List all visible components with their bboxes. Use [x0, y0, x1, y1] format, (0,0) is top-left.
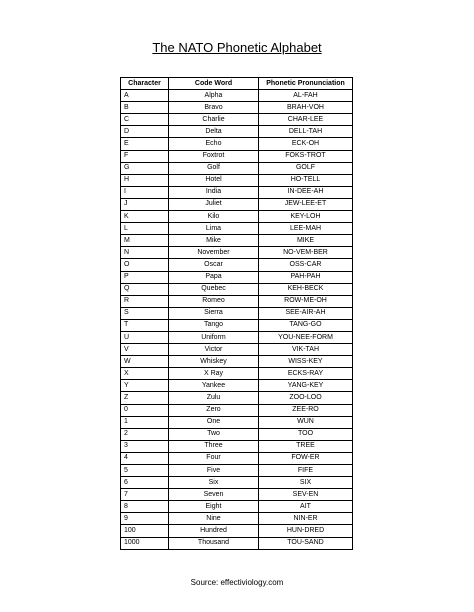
pronunciation-cell: FOKS-TROT: [259, 150, 353, 162]
code-word-cell: Delta: [169, 126, 259, 138]
table-row: [121, 344, 353, 356]
table-row: [121, 114, 353, 126]
table-header-row: [121, 78, 353, 90]
column-header-character: Character: [121, 78, 169, 90]
character-cell: B: [121, 102, 169, 114]
code-word-cell: Seven: [169, 489, 259, 501]
pronunciation-cell: ROW-ME-OH: [259, 295, 353, 307]
pronunciation-cell: SIX: [259, 477, 353, 489]
pronunciation-cell: TOU-SAND: [259, 537, 353, 549]
table-row: [121, 331, 353, 343]
pronunciation-cell: TREE: [259, 440, 353, 452]
character-cell: 0: [121, 404, 169, 416]
table-row: [121, 102, 353, 114]
pronunciation-cell: FOW-ER: [259, 452, 353, 464]
code-word-cell: Whiskey: [169, 356, 259, 368]
pronunciation-cell: WUN: [259, 416, 353, 428]
character-cell: N: [121, 247, 169, 259]
code-word-cell: Three: [169, 440, 259, 452]
character-cell: C: [121, 114, 169, 126]
code-word-cell: Echo: [169, 138, 259, 150]
character-cell: J: [121, 198, 169, 210]
character-cell: T: [121, 319, 169, 331]
code-word-cell: November: [169, 247, 259, 259]
code-word-cell: Hundred: [169, 525, 259, 537]
character-cell: X: [121, 368, 169, 380]
code-word-cell: Golf: [169, 162, 259, 174]
code-word-cell: Quebec: [169, 283, 259, 295]
character-cell: 1000: [121, 537, 169, 549]
table-row: [121, 513, 353, 525]
code-word-cell: Two: [169, 428, 259, 440]
pronunciation-cell: CHAR-LEE: [259, 114, 353, 126]
pronunciation-cell: HUN-DRED: [259, 525, 353, 537]
table-row: [121, 223, 353, 235]
table-row: [121, 537, 353, 549]
character-cell: 9: [121, 513, 169, 525]
table-row: [121, 356, 353, 368]
table-row: [121, 150, 353, 162]
code-word-cell: Hotel: [169, 174, 259, 186]
pronunciation-cell: SEV-EN: [259, 489, 353, 501]
pronunciation-cell: NIN-ER: [259, 513, 353, 525]
character-cell: D: [121, 126, 169, 138]
character-cell: E: [121, 138, 169, 150]
pronunciation-cell: NO-VEM-BER: [259, 247, 353, 259]
code-word-cell: Five: [169, 465, 259, 477]
character-cell: 8: [121, 501, 169, 513]
code-word-cell: Mike: [169, 235, 259, 247]
table-row: [121, 392, 353, 404]
table-row: [121, 525, 353, 537]
table-row: [121, 307, 353, 319]
code-word-cell: Romeo: [169, 295, 259, 307]
pronunciation-cell: ZOO-LOO: [259, 392, 353, 404]
pronunciation-cell: VIK-TAH: [259, 344, 353, 356]
table-row: [121, 489, 353, 501]
table-row: [121, 283, 353, 295]
table-row: [121, 380, 353, 392]
code-word-cell: Zulu: [169, 392, 259, 404]
pronunciation-cell: MIKE: [259, 235, 353, 247]
code-word-cell: Eight: [169, 501, 259, 513]
pronunciation-cell: FIFE: [259, 465, 353, 477]
code-word-cell: Sierra: [169, 307, 259, 319]
code-word-cell: Zero: [169, 404, 259, 416]
character-cell: R: [121, 295, 169, 307]
pronunciation-cell: PAH-PAH: [259, 271, 353, 283]
table-row: [121, 247, 353, 259]
code-word-cell: Juliet: [169, 198, 259, 210]
pronunciation-cell: AL-FAH: [259, 90, 353, 102]
pronunciation-cell: ZEE-RO: [259, 404, 353, 416]
table-row: [121, 416, 353, 428]
table-row: [121, 428, 353, 440]
code-word-cell: Alpha: [169, 90, 259, 102]
table-row: [121, 368, 353, 380]
pronunciation-cell: IN-DEE-AH: [259, 186, 353, 198]
table-row: [121, 477, 353, 489]
code-word-cell: X Ray: [169, 368, 259, 380]
pronunciation-cell: JEW-LEE-ET: [259, 198, 353, 210]
character-cell: 6: [121, 477, 169, 489]
phonetic-alphabet-table: [120, 77, 353, 550]
pronunciation-cell: WISS-KEY: [259, 356, 353, 368]
code-word-cell: Kilo: [169, 211, 259, 223]
table-row: [121, 174, 353, 186]
table-row: [121, 501, 353, 513]
pronunciation-cell: OSS-CAR: [259, 259, 353, 271]
table-row: [121, 404, 353, 416]
code-word-cell: Four: [169, 452, 259, 464]
code-word-cell: Uniform: [169, 331, 259, 343]
character-cell: A: [121, 90, 169, 102]
table-row: [121, 259, 353, 271]
column-header-phonetic-pronunciation: Phonetic Pronunciation: [259, 78, 353, 90]
pronunciation-cell: ECKS-RAY: [259, 368, 353, 380]
character-cell: W: [121, 356, 169, 368]
pronunciation-cell: YOU-NEE-FORM: [259, 331, 353, 343]
character-cell: S: [121, 307, 169, 319]
pronunciation-cell: KEH-BECK: [259, 283, 353, 295]
pronunciation-cell: ECK-OH: [259, 138, 353, 150]
code-word-cell: Bravo: [169, 102, 259, 114]
code-word-cell: Nine: [169, 513, 259, 525]
code-word-cell: Charlie: [169, 114, 259, 126]
character-cell: H: [121, 174, 169, 186]
table-row: [121, 465, 353, 477]
table-row: [121, 198, 353, 210]
pronunciation-cell: TOO: [259, 428, 353, 440]
code-word-cell: Foxtrot: [169, 150, 259, 162]
code-word-cell: Thousand: [169, 537, 259, 549]
code-word-cell: India: [169, 186, 259, 198]
character-cell: V: [121, 344, 169, 356]
page-title: The NATO Phonetic Alphabet: [152, 40, 322, 55]
pronunciation-cell: AIT: [259, 501, 353, 513]
table-row: [121, 235, 353, 247]
character-cell: 4: [121, 452, 169, 464]
table-row: [121, 211, 353, 223]
code-word-cell: Six: [169, 477, 259, 489]
pronunciation-cell: SEE-AIR-AH: [259, 307, 353, 319]
character-cell: Z: [121, 392, 169, 404]
code-word-cell: Tango: [169, 319, 259, 331]
character-cell: Y: [121, 380, 169, 392]
character-cell: M: [121, 235, 169, 247]
character-cell: P: [121, 271, 169, 283]
character-cell: G: [121, 162, 169, 174]
code-word-cell: Oscar: [169, 259, 259, 271]
pronunciation-cell: YANG-KEY: [259, 380, 353, 392]
pronunciation-cell: GOLF: [259, 162, 353, 174]
pronunciation-cell: HO-TELL: [259, 174, 353, 186]
character-cell: 3: [121, 440, 169, 452]
table-row: [121, 138, 353, 150]
column-header-code-word: Code Word: [169, 78, 259, 90]
pronunciation-cell: LEE-MAH: [259, 223, 353, 235]
character-cell: K: [121, 211, 169, 223]
pronunciation-cell: BRAH-VOH: [259, 102, 353, 114]
character-cell: 1: [121, 416, 169, 428]
character-cell: 100: [121, 525, 169, 537]
table-body: [121, 90, 353, 550]
code-word-cell: Yankee: [169, 380, 259, 392]
table-row: [121, 440, 353, 452]
code-word-cell: Victor: [169, 344, 259, 356]
table-row: [121, 271, 353, 283]
table-row: [121, 319, 353, 331]
character-cell: O: [121, 259, 169, 271]
character-cell: Q: [121, 283, 169, 295]
pronunciation-cell: KEY-LOH: [259, 211, 353, 223]
table-row: [121, 90, 353, 102]
character-cell: 2: [121, 428, 169, 440]
pronunciation-cell: TANG-GO: [259, 319, 353, 331]
character-cell: L: [121, 223, 169, 235]
character-cell: F: [121, 150, 169, 162]
code-word-cell: One: [169, 416, 259, 428]
table-row: [121, 295, 353, 307]
source-credit: Source: effectiviology.com: [190, 578, 284, 587]
table-row: [121, 186, 353, 198]
character-cell: 7: [121, 489, 169, 501]
table-row: [121, 126, 353, 138]
pronunciation-cell: DELL-TAH: [259, 126, 353, 138]
code-word-cell: Papa: [169, 271, 259, 283]
code-word-cell: Lima: [169, 223, 259, 235]
table-row: [121, 452, 353, 464]
character-cell: 5: [121, 465, 169, 477]
table-row: [121, 162, 353, 174]
character-cell: I: [121, 186, 169, 198]
character-cell: U: [121, 331, 169, 343]
